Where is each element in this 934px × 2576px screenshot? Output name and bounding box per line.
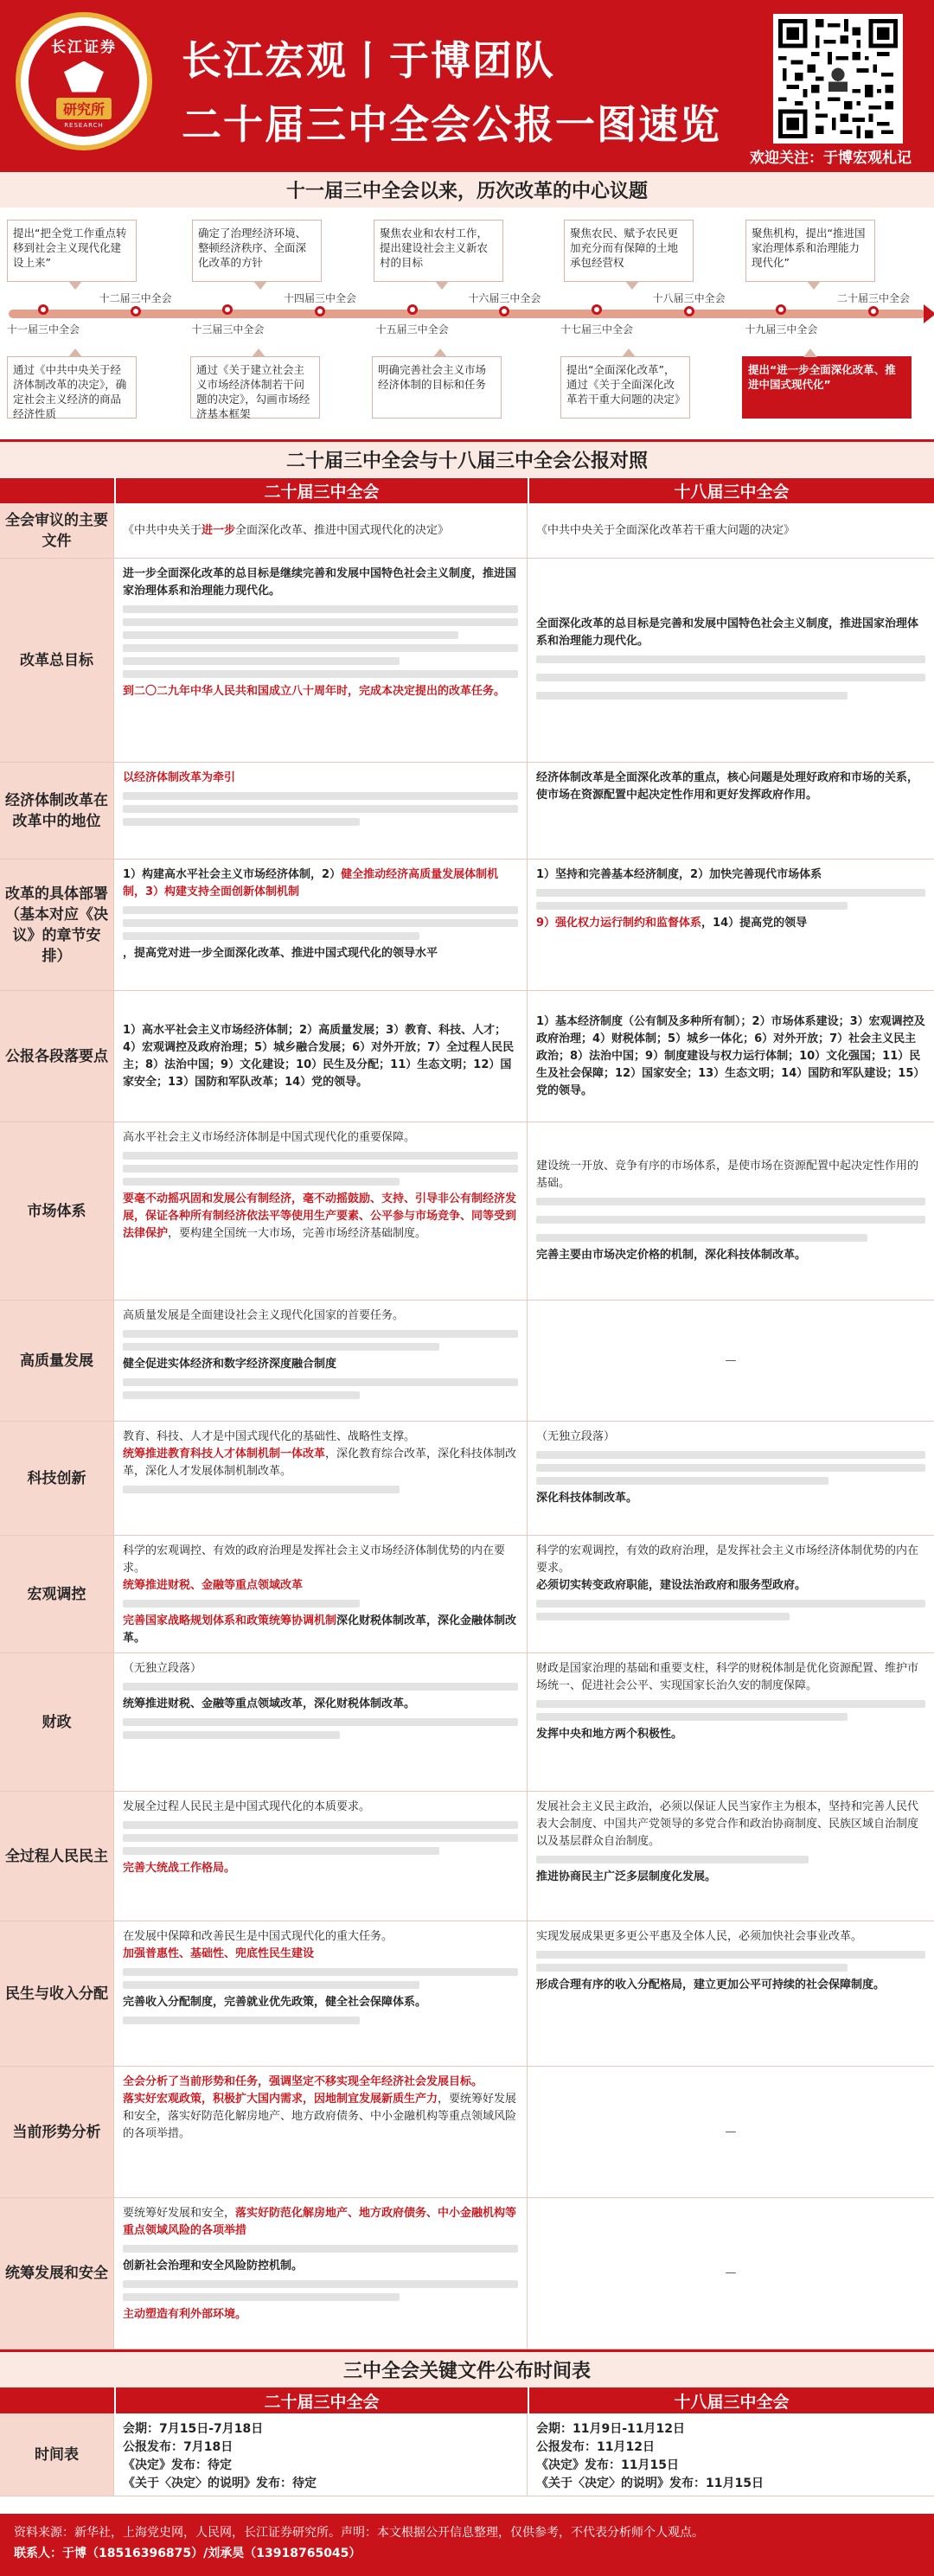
- timeline-event-text: 提出“进一步全面深化改革、推进中国式现代化”: [748, 363, 896, 391]
- col-header-new: 二十届三中全会: [114, 2387, 528, 2413]
- cell-old: [528, 991, 934, 1122]
- cell-highlight: 以经济体制改革为牵引: [123, 771, 236, 784]
- timeline-event-text: 确定了治理经济环境、整顿经济秩序、全面深化改革的方针: [198, 227, 307, 269]
- qr-caption: 欢迎关注：于博宏观札记: [750, 150, 912, 167]
- cell-text: 1）基本经济制度（公有制及多种所有制）；2）市场体系建设；3）宏观调控及政府治理；4）财税体制；5）城乡一体化；6）对外开放；7）社会主义民主政治；8）法治中国；9）制度建设与权力运行体制；10）文化强国；11）民生及社会保障；12）国家安全；13）生态文明；14）国防和军队建设；15）党的领导。: [536, 1014, 925, 1097]
- timeline-axis: [9, 310, 925, 318]
- footer: [0, 2514, 934, 2576]
- timeline-title: 十一届三中全会以来，历次改革的中心议题: [0, 169, 934, 208]
- cell-old: [528, 503, 934, 558]
- timeline-dot: [684, 306, 694, 316]
- row-label: 经济体制改革在改革中的地位: [0, 763, 114, 859]
- cell-lead: 实现发展成果更多更公平惠及全体人民，必须加快社会事业改革。: [536, 1930, 863, 1943]
- cell-highlight: 进一步: [202, 523, 236, 537]
- cell-old: [528, 1422, 934, 1535]
- timeline-marker-label: 十五届三中全会: [375, 323, 449, 336]
- cell-highlight: 统筹推进教育科技人才体制机制一体改革: [123, 1448, 326, 1461]
- timeline-dot: [38, 304, 48, 315]
- timeline-event-text: 提出“全面深化改革”，通过《关于全面深化改革若干重大问题的决定》: [566, 363, 686, 406]
- schedule-item: 公报发布：11月12日: [536, 2440, 655, 2454]
- footer-contact: 联系人：于博（18516396875）/刘承昊（13918765045）: [14, 2547, 361, 2560]
- timeline-event-text: 明确完善社会主义市场经济体制的目标和任务: [378, 363, 487, 391]
- cell-lead: 高水平社会主义市场经济体制是中国式现代化的重要保障。: [123, 1131, 416, 1144]
- cell-bold: 深化财税体制改革，深化金融体制改革。: [123, 1614, 517, 1645]
- compare-row: [0, 860, 934, 991]
- timeline-event-top: [374, 220, 503, 282]
- compare-row: [0, 559, 934, 763]
- cell-bold: 统筹推进财税、金融等重点领域改革，深化财税体制改革。: [123, 1697, 416, 1710]
- timeline-marker-label: 十六届三中全会: [468, 292, 541, 304]
- cell-lead: 经济体制改革是全面深化改革的重点，核心问题是处理好政府和市场的关系，使市场在资源配置中起决定性作用和更好发挥政府作用。: [536, 771, 919, 802]
- doc-timeline-header: [0, 2387, 934, 2413]
- cell-highlight: 9）强化权力运行制约和监督体系: [536, 917, 702, 930]
- col-header-old: 十八届三中全会: [528, 478, 934, 503]
- cell-bold: 推进协商民主广泛多层制度化发展。: [536, 1870, 717, 1883]
- cell-text: 《中共中央关于全面深化改革若干重大问题的决定》: [536, 523, 796, 537]
- timeline-marker: [830, 291, 917, 305]
- cell-tail: ，14）提高党的领导: [701, 917, 808, 930]
- timeline-event-bottom: [7, 356, 137, 419]
- cell-bold: 完善收入分配制度，完善就业优先政策，健全社会保障体系。: [123, 1996, 427, 2009]
- compare-row: [0, 1422, 934, 1536]
- timeline-dot: [131, 306, 141, 316]
- cell-new: [114, 1792, 528, 1921]
- row-label: 民生与收入分配: [0, 1921, 114, 2066]
- timeline-event-bottom: [372, 356, 502, 419]
- cell-old: [528, 559, 934, 762]
- compare-row: [0, 503, 934, 559]
- cell-new: [114, 559, 528, 762]
- header-blank: [0, 2387, 114, 2413]
- cell-new: [114, 1122, 528, 1300]
- header-blank: [0, 478, 114, 503]
- schedule-item: 《关于〈决定〉的说明》发布：11月15日: [536, 2477, 764, 2490]
- timeline-event-top: [192, 220, 322, 282]
- cell-highlight: 落实好防范化解房地产、地方政府债务、中小金融机构等重点领域风险的各项举措: [123, 2207, 517, 2237]
- row-label: 全会审议的主要文件: [0, 503, 114, 558]
- row-label: 高质量发展: [0, 1301, 114, 1421]
- doc-timeline-row: [0, 2413, 934, 2496]
- timeline-event-bottom: [560, 356, 690, 419]
- cell-new: [114, 1301, 528, 1421]
- cell-prefix: （无独立段落）: [123, 1662, 202, 1675]
- schedule-item: 《决定》发布：11月15日: [536, 2458, 679, 2472]
- timeline-event-text: 聚焦农民、赋予农民更加充分而有保障的土地承包经营权: [570, 227, 679, 269]
- compare-row: [0, 1301, 934, 1422]
- timeline-event-top: [745, 220, 875, 282]
- cell-old: [528, 2413, 934, 2496]
- timeline-marker-label: 十三届三中全会: [191, 323, 265, 336]
- timeline-marker-label: 二十届三中全会: [836, 292, 910, 304]
- schedule-item: 公报发布：7月18日: [123, 2440, 234, 2454]
- compare-row: [0, 763, 934, 860]
- cell-lead: 财政是国家治理的基础和重要支柱，科学的财税体制是优化资源配置、维护市场统一、促进社会公平、实现国家长治久安的制度保障。: [536, 1662, 919, 1692]
- cell-lead: 科学的宏观调控，有效的政府治理，是发挥社会主义市场经济体制优势的内在要求。: [536, 1544, 919, 1575]
- col-header-old: 十八届三中全会: [528, 2387, 934, 2413]
- cell-bold: 健全促进实体经济和数字经济深度融合制度: [123, 1358, 337, 1371]
- timeline-marker: [646, 291, 732, 305]
- cell-old: [528, 1536, 934, 1652]
- timeline-marker-label: 十七届三中全会: [560, 323, 633, 336]
- compare-row: [0, 1921, 934, 2067]
- qr-code-icon[interactable]: [773, 14, 903, 144]
- cell-old: [528, 1122, 934, 1300]
- timeline-event-text: 聚焦农业和农村工作，提出建设社会主义新农村的目标: [380, 227, 489, 269]
- doc-timeline-title: 三中全会关键文件公布时间表: [0, 2349, 934, 2387]
- compare-row: [0, 2067, 934, 2198]
- cell-old: [528, 1792, 934, 1921]
- cell-highlight: 全会分析了当前形势和任务，强调坚定不移实现全年经济社会发展目标。: [123, 2075, 483, 2088]
- page-title: 二十届三中全会公报一图速览: [182, 101, 721, 148]
- row-label: 当前形势分析: [0, 2067, 114, 2197]
- cell-text: 全面深化改革、推进中国式现代化的决定》: [235, 523, 450, 537]
- cell-lead: 进一步全面深化改革的总目标是继续完善和发展中国特色社会主义制度，推进国家治理体系和治理能力现代化。: [123, 567, 517, 598]
- cell-text: 1）高水平社会主义市场经济体制；2）高质量发展；3）教育、科技、人才；4）宏观调控及政府治理；5）城乡融合发展；6）对外开放；7）全过程人民民主；8）法治中国；9）文化建设；10）民生及分配；11）生态文明；12）国家安全；13）国防和军队改革；14）党的领导。: [123, 1023, 515, 1089]
- cell-lead: 建设统一开放、竞争有序的市场体系，是使市场在资源配置中起决定性作用的基础。: [536, 1160, 919, 1190]
- cell-lead: 发展全过程人民民主是中国式现代化的本质要求。: [123, 1800, 371, 1813]
- row-label: 统筹发展和安全: [0, 2198, 114, 2349]
- timeline-marker: [93, 291, 179, 305]
- cell-highlight: 加强普惠性、基础性、兜底性民生建设: [123, 1947, 315, 1960]
- cell-lead: 全面深化改革的总目标是完善和发展中国特色社会主义制度，推进国家治理体系和治理能力现代化。: [536, 617, 919, 648]
- cell-bold: 发挥中央和地方两个积极性。: [536, 1728, 683, 1741]
- timeline-event-text: 聚焦机构，提出“推进国家治理体系和治理能力现代化”: [752, 227, 866, 269]
- timeline-marker: [184, 322, 271, 336]
- cell-bold: 创新社会治理和安全风险防控机制。: [123, 2260, 304, 2272]
- cell-highlight-2: 完善国家战略规划体系和政策统筹协调机制: [123, 1614, 337, 1627]
- cell-new: [114, 2067, 528, 2197]
- logo-top-text: 长江证券: [51, 38, 117, 56]
- changjiang-logo: [16, 12, 152, 150]
- cell-lead: 要统筹好发展和安全，: [123, 2207, 236, 2220]
- cell-tail: ，深化教育综合改革，深化科技体制改革，深化人才发展体制机制改革。: [123, 1448, 517, 1478]
- timeline-event-text: 通过《中共中央关于经济体制改革的决定》，确定社会主义经济的商品经济性质: [13, 363, 127, 420]
- schedule-item: 《关于〈决定〉的说明》发布：待定: [123, 2477, 317, 2490]
- cell-old: [528, 1921, 934, 2066]
- timeline-event-bottom: [190, 356, 320, 419]
- cell-highlight-2: 主动塑造有利外部环境。: [123, 2308, 247, 2321]
- timeline-marker-label: 十二届三中全会: [99, 292, 172, 304]
- compare-row: [0, 1122, 934, 1301]
- compare-row: [0, 1536, 934, 1653]
- row-label: 宏观调控: [0, 1536, 114, 1652]
- reform-timeline: [0, 208, 934, 439]
- compare-header: [0, 477, 934, 503]
- timeline-dot: [315, 306, 325, 316]
- timeline-event-top: [7, 220, 137, 282]
- cell-lead: 发展社会主义民主政治，必须以保证人民当家作主为根本，坚持和完善人民代表大会制度、中国共产党领导的多党合作和政治协商制度、民族区域自治制度以及基层群众自治制度。: [536, 1800, 919, 1848]
- cell-tail: ，要构建全国统一大市场，完善市场经济基础制度。: [168, 1227, 427, 1240]
- timeline-marker: [369, 322, 456, 336]
- cell-bold: 必须切实转变政府职能，建设法治政府和服务型政府。: [536, 1579, 807, 1592]
- cell-new: [114, 1536, 528, 1652]
- timeline-marker-label: 十一届三中全会: [6, 323, 80, 336]
- cell-old: [528, 860, 934, 990]
- row-label: 时间表: [0, 2413, 114, 2496]
- row-label: 市场体系: [0, 1122, 114, 1300]
- cell-tail: ，提高党对进一步全面深化改革、推进中国式现代化的领导水平: [123, 947, 438, 960]
- timeline-marker: [0, 322, 86, 336]
- timeline-dot: [868, 306, 879, 316]
- compare-title: 二十届三中全会与十八届三中全会公报对照: [0, 439, 934, 477]
- cell-highlight: 要毫不动摇巩固和发展公有制经济，毫不动摇鼓励、支持、引导非公有制经济发展，保证各种所有制经济依法平等使用生产要素、公平参与市场竞争、同等受到法律保护: [123, 1192, 517, 1240]
- cell-new: [114, 2198, 528, 2349]
- cell-text: 《中共中央关于: [123, 523, 202, 537]
- row-label: 全过程人民民主: [0, 1792, 114, 1921]
- row-label: 改革总目标: [0, 559, 114, 762]
- cell-highlight: 完善大统战工作格局。: [123, 1862, 236, 1875]
- cell-new: [114, 763, 528, 859]
- cell-new: [114, 1422, 528, 1535]
- cell-lead: 高质量发展是全面建设社会主义现代化国家的首要任务。: [123, 1309, 405, 1322]
- cell-new: [114, 503, 528, 558]
- cell-new: [114, 2413, 528, 2496]
- row-label: 财政: [0, 1653, 114, 1791]
- compare-row: [0, 2198, 934, 2349]
- header-banner: [0, 0, 934, 169]
- timeline-marker-label: 十八届三中全会: [652, 292, 726, 304]
- col-header-new: 二十届三中全会: [114, 478, 528, 503]
- timeline-event-text: 通过《关于建立社会主义市场经济体制若干问题的决定》，勾画市场经济基本框架: [196, 363, 310, 420]
- timeline-marker: [277, 291, 363, 305]
- cell-bold: 形成合理有序的收入分配格局，建立更加公平可持续的社会保障制度。: [536, 1978, 886, 1991]
- timeline-marker-label: 十九届三中全会: [745, 323, 818, 336]
- cell-new: [114, 1921, 528, 2066]
- timeline-marker-label: 十四届三中全会: [283, 292, 356, 304]
- team-title: 长江宏观丨于博团队: [182, 37, 555, 84]
- cell-bold: 深化科技体制改革。: [536, 1492, 638, 1505]
- timeline-marker: [461, 291, 547, 305]
- schedule-item: 会期：11月9日-11月12日: [536, 2422, 685, 2436]
- timeline-dot: [407, 304, 418, 315]
- cell-lead: 1）坚持和完善基本经济制度，2）加快完善现代市场体系: [536, 868, 822, 881]
- cell-lead: 在发展中保障和改善民生是中国式现代化的重大任务。: [123, 1930, 393, 1943]
- cell-new: [114, 860, 528, 990]
- compare-row: [0, 1792, 934, 1921]
- cell-old: [528, 763, 934, 859]
- cell-old: —: [725, 2125, 737, 2138]
- logo-bottom-text: 研究所: [56, 98, 112, 119]
- shield-icon: [64, 61, 104, 93]
- timeline-event-top: [564, 220, 694, 282]
- cell-old: —: [725, 1353, 737, 1367]
- row-label: 改革的具体部署（基本对应《决议》的章节安排）: [0, 860, 114, 990]
- timeline-marker: [738, 322, 824, 336]
- footer-source: 资料来源：新华社，上海党史网，人民网，长江证券研究所。声明：本文根据公开信息整理，仅供参考，不代表分析师个人观点。: [14, 2526, 704, 2540]
- compare-row: [0, 1653, 934, 1792]
- schedule-item: 会期：7月15日-7月18日: [123, 2422, 264, 2436]
- timeline-event-current: [742, 356, 912, 419]
- timeline-dot: [592, 304, 602, 315]
- cell-highlight: 健全推动经济高质量发展体制机制，3）构建支持全面创新体制机制: [123, 868, 499, 898]
- compare-row: [0, 991, 934, 1122]
- cell-old: —: [725, 2266, 737, 2279]
- cell-old: [528, 1653, 934, 1791]
- cell-lead: 教育、科技、人才是中国式现代化的基础性、战略性支撑。: [123, 1430, 416, 1443]
- cell-bold: 完善主要由市场决定价格的机制，深化科技体制改革。: [536, 1249, 807, 1262]
- cell-highlight: 到二〇二九年中华人民共和国成立八十周年时，完成本决定提出的改革任务。: [123, 685, 506, 698]
- schedule-item: 《决定》发布：待定: [123, 2458, 232, 2472]
- cell-prefix: （无独立段落）: [536, 1430, 616, 1443]
- cell-lead: 1）构建高水平社会主义市场经济体制，2）: [123, 868, 342, 881]
- cell-highlight: 统筹推进财税、金融等重点领域改革: [123, 1579, 304, 1592]
- row-label: 科技创新: [0, 1422, 114, 1535]
- cell-tail: ，要统筹好发展和安全，落实好防范化解房地产、地方政府债务、中小金融机构等重点领域风险的各项举措。: [123, 2093, 517, 2140]
- cell-new: [114, 1653, 528, 1791]
- row-label: 公报各段落要点: [0, 991, 114, 1122]
- cell-highlight-2: 落实好宏观政策，积极扩大国内需求，因地制宜发展新质生产力: [123, 2093, 438, 2106]
- timeline-event-text: 提出“把全党工作重点转移到社会主义现代化建设上来”: [13, 227, 127, 269]
- cell-lead: 科学的宏观调控、有效的政府治理是发挥社会主义市场经济体制优势的内在要求。: [123, 1544, 506, 1575]
- cell-new: [114, 991, 528, 1122]
- timeline-marker: [553, 322, 640, 336]
- logo-sub-text: RESEARCH: [64, 121, 104, 129]
